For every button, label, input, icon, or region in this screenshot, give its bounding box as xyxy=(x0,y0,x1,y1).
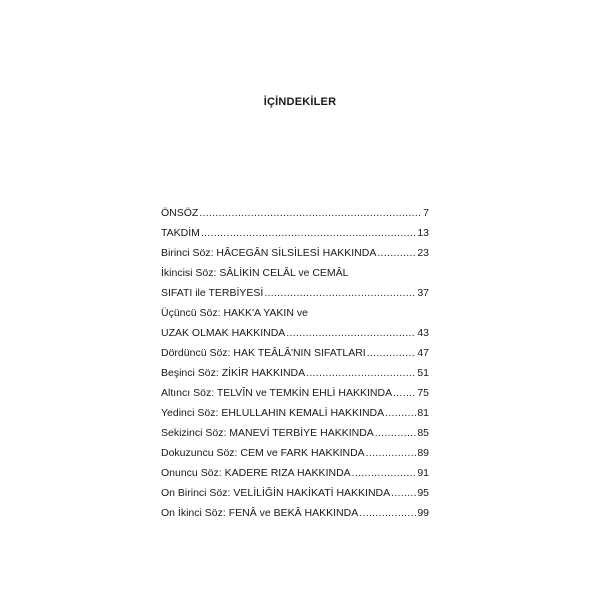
toc-page-number: 7 xyxy=(423,207,429,219)
toc-page-number: 47 xyxy=(417,347,429,359)
toc-entry-label: SIFATI ile TERBİYESİ xyxy=(161,287,264,299)
toc-entry-label: Yedinci Söz: EHLULLAHIN KEMALİ HAKKINDA xyxy=(161,407,385,419)
toc-page-number: 43 xyxy=(417,327,429,339)
toc-entry-label: Beşinci Söz: ZİKİR HAKKINDA xyxy=(161,367,306,379)
leader-dots xyxy=(375,427,417,440)
leader-dots xyxy=(359,507,416,520)
toc-page-number: 95 xyxy=(417,487,429,499)
leader-dots xyxy=(393,387,416,400)
toc-entry-label: On Birinci Söz: VELİLİĞİN HAKİKATİ HAKKINDA xyxy=(161,487,391,499)
leader-dots xyxy=(367,347,417,360)
toc-entry-12 xyxy=(161,507,429,520)
toc-entry-onsoz xyxy=(161,207,429,220)
toc-entry-label-line1: Üçüncü Söz: HAKK'A YAKIN ve xyxy=(161,307,308,319)
toc-page-number: 51 xyxy=(417,367,429,379)
toc-entry-2 xyxy=(161,267,429,300)
toc-entry-4 xyxy=(161,347,429,360)
toc-entry-label: Dördüncü Söz: HAK TEÂLÂ'NIN SIFATLARI xyxy=(161,347,366,359)
table-of-contents xyxy=(161,207,429,527)
toc-page-number: 89 xyxy=(417,447,429,459)
toc-page-number: 81 xyxy=(417,407,429,419)
toc-entry-8 xyxy=(161,427,429,440)
leader-dots xyxy=(385,407,416,420)
leader-dots xyxy=(377,247,416,260)
toc-entry-label: Altıncı Söz: TELVÎN ve TEMKİN EHLİ HAKKINDA xyxy=(161,387,393,399)
leader-dots xyxy=(199,207,422,220)
toc-page-number: 13 xyxy=(417,227,429,239)
toc-entry-label: Sekizinci Söz: MANEVİ TERBİYE HAKKINDA xyxy=(161,427,374,439)
toc-entry-label: ÖNSÖZ xyxy=(161,207,199,219)
leader-dots xyxy=(352,467,417,480)
toc-entry-takdim xyxy=(161,227,429,240)
toc-entry-1 xyxy=(161,247,429,260)
toc-entry-3 xyxy=(161,307,429,340)
toc-entry-6 xyxy=(161,387,429,400)
toc-entry-label: Dokuzuncu Söz: CEM ve FARK HAKKINDA xyxy=(161,447,365,459)
toc-entry-label-line1: İkincisi Söz: SÂLİKİN CELÂL ve CEMÂL xyxy=(161,267,349,279)
toc-entry-5 xyxy=(161,367,429,380)
toc-entry-label: TAKDİM xyxy=(161,227,200,239)
leader-dots xyxy=(264,287,416,300)
toc-entry-10 xyxy=(161,467,429,480)
toc-entry-7 xyxy=(161,407,429,420)
toc-page-number: 85 xyxy=(417,427,429,439)
leader-dots xyxy=(306,367,416,380)
toc-page-number: 91 xyxy=(417,467,429,479)
toc-entry-11 xyxy=(161,487,429,500)
leader-dots xyxy=(366,447,417,460)
leader-dots xyxy=(201,227,416,240)
toc-page-number: 23 xyxy=(417,247,429,259)
leader-dots xyxy=(391,487,416,500)
toc-entry-9 xyxy=(161,447,429,460)
toc-page-number: 99 xyxy=(417,507,429,519)
leader-dots xyxy=(286,327,416,340)
toc-entry-label: Onuncu Söz: KADERE RIZA HAKKINDA xyxy=(161,467,351,479)
toc-entry-label: Birinci Söz: HÂCEGÂN SİLSİLESİ HAKKINDA xyxy=(161,247,377,259)
toc-page-number: 75 xyxy=(417,387,429,399)
toc-entry-label: UZAK OLMAK HAKKINDA xyxy=(161,327,286,339)
page-title: İÇİNDEKİLER xyxy=(263,96,337,108)
toc-entry-label: On İkinci Söz: FENÂ ve BEKÂ HAKKINDA xyxy=(161,507,359,519)
toc-page-number: 37 xyxy=(417,287,429,299)
